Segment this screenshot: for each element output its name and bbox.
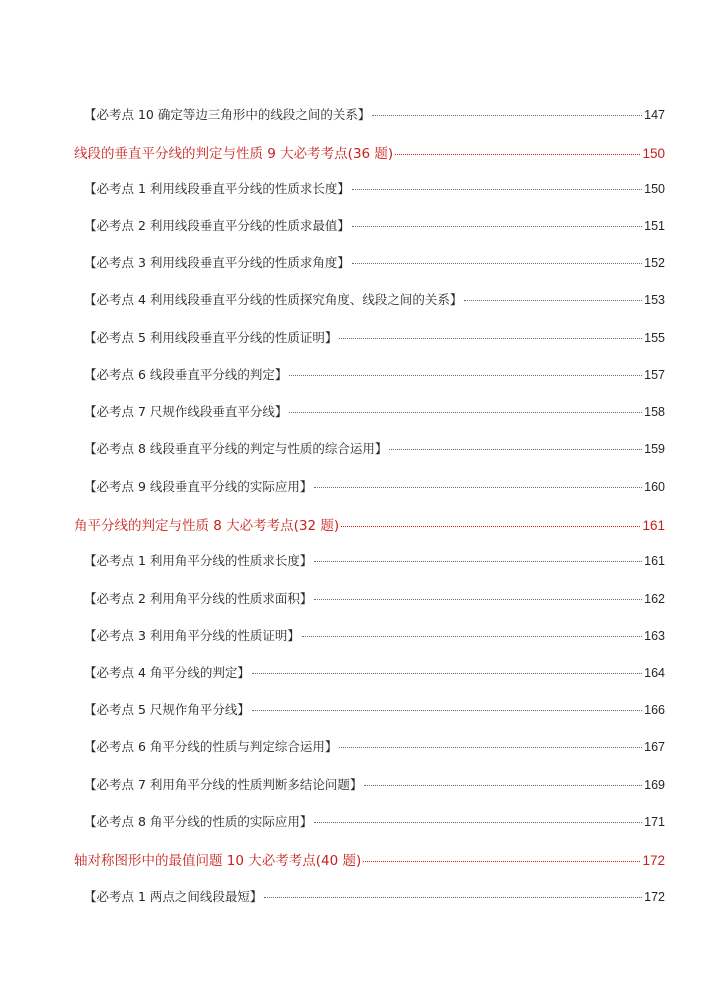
toc-entry-title: 【必考点 5 利用线段垂直平分线的性质证明】 [84,330,338,345]
toc-entry[interactable] [84,290,665,308]
toc-entry[interactable] [84,365,665,383]
toc-entry[interactable] [84,551,665,569]
toc-entry-title: 【必考点 9 线段垂直平分线的实际应用】 [84,479,313,494]
toc-entry-page: 166 [644,703,665,717]
toc-entry[interactable] [84,663,665,681]
toc-section-title: 角平分线的判定与性质 8 大必考考点(32 题) [74,518,340,534]
toc-entry-title: 【必考点 1 利用角平分线的性质求长度】 [84,553,313,568]
toc-entry-title: 【必考点 3 利用线段垂直平分线的性质求角度】 [84,255,350,270]
dot-leader [395,154,640,155]
dot-leader [372,115,642,116]
dot-leader [352,226,642,227]
toc-section-page: 172 [642,853,665,868]
toc-entry-page: 160 [644,480,665,494]
dot-leader [314,487,642,488]
toc-entry-title: 【必考点 3 利用角平分线的性质证明】 [84,628,300,643]
dot-leader [289,375,642,376]
dot-leader [364,785,642,786]
toc-entry[interactable] [84,179,665,197]
toc-section-page: 161 [642,518,665,533]
toc-entry[interactable] [84,589,665,607]
toc-entry-title: 【必考点 6 线段垂直平分线的判定】 [84,367,288,382]
toc-entry-page: 161 [644,554,665,568]
toc-entry[interactable] [84,402,665,420]
toc-entry[interactable] [84,626,665,644]
toc-section-heading[interactable] [74,849,665,869]
dot-leader [252,673,642,674]
toc-entry-title: 【必考点 10 确定等边三角形中的线段之间的关系】 [84,107,371,122]
toc-entry-page: 150 [644,182,665,196]
dot-leader [363,861,640,862]
toc-entry-title: 【必考点 5 尺规作角平分线】 [84,702,250,717]
toc-entry-page: 167 [644,740,665,754]
toc-entry[interactable] [84,700,665,718]
dot-leader [339,338,642,339]
toc-entry-title: 【必考点 6 角平分线的性质与判定综合运用】 [84,739,338,754]
dot-leader [352,263,642,264]
toc-entry-title: 【必考点 1 利用线段垂直平分线的性质求长度】 [84,181,350,196]
toc-entry[interactable] [84,216,665,234]
toc-entry[interactable] [84,439,665,457]
toc-section-title: 线段的垂直平分线的判定与性质 9 大必考考点(36 题) [74,146,394,162]
toc-entry-title: 【必考点 8 线段垂直平分线的判定与性质的综合运用】 [84,441,388,456]
toc-entry-page: 163 [644,629,665,643]
toc-entry-title: 【必考点 2 利用角平分线的性质求面积】 [84,591,313,606]
toc-entry-page: 151 [644,219,665,233]
toc-entry-page: 158 [644,405,665,419]
toc-entry-title: 【必考点 2 利用线段垂直平分线的性质求最值】 [84,218,350,233]
dot-leader [302,636,642,637]
toc-entry-title: 【必考点 7 尺规作线段垂直平分线】 [84,404,288,419]
toc-entry[interactable] [84,812,665,830]
toc-section-page: 150 [642,146,665,161]
toc-entry-page: 171 [644,815,665,829]
toc-entry-title: 【必考点 4 角平分线的判定】 [84,665,250,680]
toc-entry[interactable] [84,887,665,905]
dot-leader [352,189,642,190]
toc-section-title: 轴对称图形中的最值问题 10 大必考考点(40 题) [74,853,362,869]
dot-leader [289,412,642,413]
toc-entry-title: 【必考点 4 利用线段垂直平分线的性质探究角度、线段之间的关系】 [84,292,463,307]
toc-section-heading[interactable] [74,142,665,162]
toc-section-heading[interactable] [74,514,665,534]
dot-leader [264,897,642,898]
toc-entry-page: 157 [644,368,665,382]
toc-entry-page: 164 [644,666,665,680]
toc-entry[interactable] [84,328,665,346]
toc-entry-page: 152 [644,256,665,270]
toc-entry-page: 155 [644,331,665,345]
toc-entry[interactable] [84,105,665,123]
toc-entry-page: 162 [644,592,665,606]
dot-leader [464,300,642,301]
toc-entry-title: 【必考点 1 两点之间线段最短】 [84,889,263,904]
toc-entry[interactable] [84,253,665,271]
dot-leader [314,561,642,562]
dot-leader [314,822,642,823]
toc-entry[interactable] [84,775,665,793]
toc-entry-page: 159 [644,442,665,456]
toc-entry-page: 172 [644,890,665,904]
toc-entry-title: 【必考点 8 角平分线的性质的实际应用】 [84,814,313,829]
toc-entry-title: 【必考点 7 利用角平分线的性质判断多结论问题】 [84,777,363,792]
toc-entry[interactable] [84,477,665,495]
dot-leader [339,747,642,748]
toc-entry-page: 147 [644,108,665,122]
toc-entry[interactable] [84,737,665,755]
dot-leader [252,710,642,711]
dot-leader [389,449,642,450]
dot-leader [341,526,640,527]
toc-entry-page: 153 [644,293,665,307]
dot-leader [314,599,642,600]
toc-entry-page: 169 [644,778,665,792]
